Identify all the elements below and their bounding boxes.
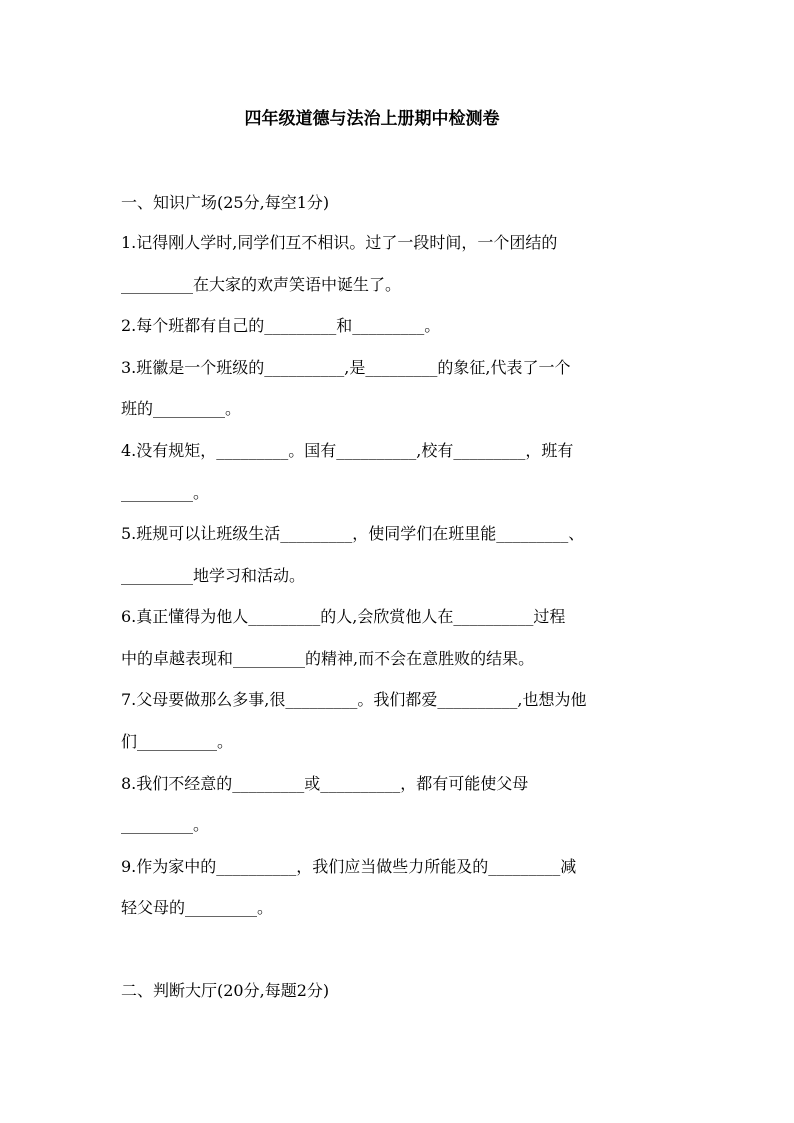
question-line: 1.记得刚人学时,同学们互不相识。过了一段时间，一个团结的 bbox=[121, 233, 558, 252]
question-line: 班的_________。 bbox=[121, 399, 242, 418]
question-line: 6.真正懂得为他人_________的人,会欣赏他人在__________过程 bbox=[121, 607, 566, 626]
question-line: _________在大家的欢声笑语中诞生了。 bbox=[121, 275, 402, 294]
question-line: _________。 bbox=[121, 815, 210, 834]
question-line: 轻父母的_________。 bbox=[121, 898, 274, 917]
question-line: 7.父母要做那么多事,很_________。我们都爱__________,也想为他 bbox=[121, 690, 587, 709]
question-line: 4.没有规矩，_________。国有__________,校有_________，班有 bbox=[121, 441, 574, 460]
section-1-heading: 一、知识广场(25分,每空1分) bbox=[121, 193, 330, 212]
question-line: 3.班徽是一个班级的__________,是_________的象征,代表了一个 bbox=[121, 358, 571, 377]
question-line: _________地学习和活动。 bbox=[121, 566, 306, 585]
question-line: 2.每个班都有自己的_________和_________。 bbox=[121, 316, 441, 335]
question-line: 9.作为家中的__________，我们应当做些力所能及的_________减 bbox=[121, 857, 577, 876]
question-line: 5.班规可以让班级生活_________，使同学们在班里能_________、 bbox=[121, 524, 585, 543]
question-line: 中的卓越表现和_________的精神,而不会在意胜败的结果。 bbox=[121, 649, 535, 668]
question-line: 8.我们不经意的_________或__________，都有可能使父母 bbox=[121, 774, 529, 793]
question-line: _________。 bbox=[121, 483, 210, 502]
section-2-heading: 二、判断大厅(20分,每题2分) bbox=[121, 981, 330, 1000]
page-title: 四年级道德与法治上册期中检测卷 bbox=[244, 109, 500, 129]
question-line: 们__________。 bbox=[121, 732, 234, 751]
